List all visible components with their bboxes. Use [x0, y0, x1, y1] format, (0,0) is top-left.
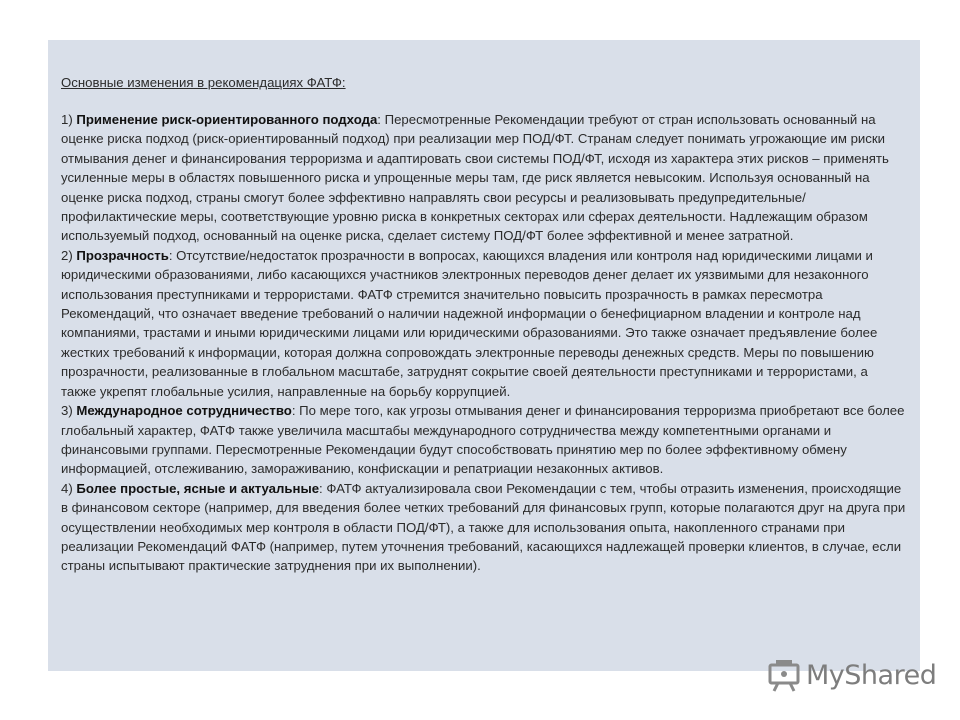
- presentation-board-icon: [766, 657, 802, 693]
- section-2: [61, 246, 906, 401]
- section-2-number: 2): [61, 247, 77, 263]
- slide-heading: Основные изменения в рекомендациях ФАТФ:: [61, 75, 346, 90]
- section-4-body: : ФАТФ актуализировала свои Рекомендации с тем, чтобы отразить изменения, происходящие в финансовом секторе (например, для введения более четких требований для финансовых групп, которые полагаются друг на друга при осуществлении необходимых мер контроля в области ПОД/ФТ), а также для использования опыта, накопленного странами при реализации Рекомендаций ФАТФ (например, путем уточнения требований, касающихся надлежащей проверки клиентов, в случае, если страны испытывают практические затруднения при их выполнении).: [61, 480, 906, 574]
- section-1-number: 1): [61, 112, 77, 127]
- section-4-title: Более простые, ясные и актуальные: [76, 480, 320, 496]
- section-2-title: Прозрачность: [76, 247, 169, 263]
- section-4-number: 4): [61, 480, 77, 496]
- section-1-title: Применение риск-ориентированного подхода: [76, 112, 378, 127]
- section-3-title: Международное сотрудничество: [76, 403, 292, 419]
- section-3-body: : По мере того, как угрозы отмывания денег и финансирования терроризма приобретают все более глобальный характер, ФАТФ также увеличила масштабы международного сотрудничества между компетентными органами и финансовыми группами. Пересмотренные Рекомендации будут способствовать принятию мер по более эффективному обмену информацией, отслеживанию, замораживанию, конфискации и репатриации незаконных активов.: [61, 403, 905, 477]
- watermark-brand-text: MyShared: [806, 659, 937, 691]
- section-2-body: : Отсутствие/недостаток прозрачности в вопросах, кающихся владения или контроля над юридическими лицами и юридическими образованиями, либо касающихся участников электронных переводов денег делает их уязвимыми для незаконного использования преступниками и террористами. ФАТФ стремится значительно повысить прозрачность в рамках пересмотра Рекомендаций, что означает введение требований о наличии надежной информации о бенефициарном владении и контроле над компаниями, трастами и иными юридическими лицами или юридическими образованиями. Это также означает предъявление более жестких требований к информации, которая должна сопровождать электронные переводы денежных средств. Меры по повышению прозрачности, реализованные в глобальном масштабе, затруднят сокрытие своей деятельности преступниками и террористами, а также укрепят глобальные усилия, направленные на борьбу коррупцией.: [61, 247, 878, 399]
- section-3-number: 3): [61, 403, 77, 419]
- slide-panel: [48, 40, 920, 671]
- section-4: [61, 479, 906, 576]
- section-3: [61, 401, 906, 479]
- section-1-body: : Пересмотренные Рекомендации требуют от стран использовать основанный на оценке риска подход (риск-ориентированный подход) при реализации мер ПОД/ФТ. Странам следует понимать угрожающие им риски отмывания денег и финансирования терроризма и адаптировать свои системы ПОД/ФТ, исходя из характера этих рисков – применять усиленные меры в областях повышенного риска и упрощенные меры там, где риск является невысоким. Используя основанный на оценке риска подход, страны смогут более эффективно направлять свои ресурсы и реализовывать предупредительные/профилактические меры, соответствующие уровню риска в конкретных секторах или сферах деятельности. Надлежащим образом используемый подход, основанный на оценке риска, сделает систему ПОД/ФТ более эффективной и менее затратной.: [61, 112, 889, 244]
- section-1: [61, 110, 906, 246]
- myshared-watermark[interactable]: [766, 655, 936, 695]
